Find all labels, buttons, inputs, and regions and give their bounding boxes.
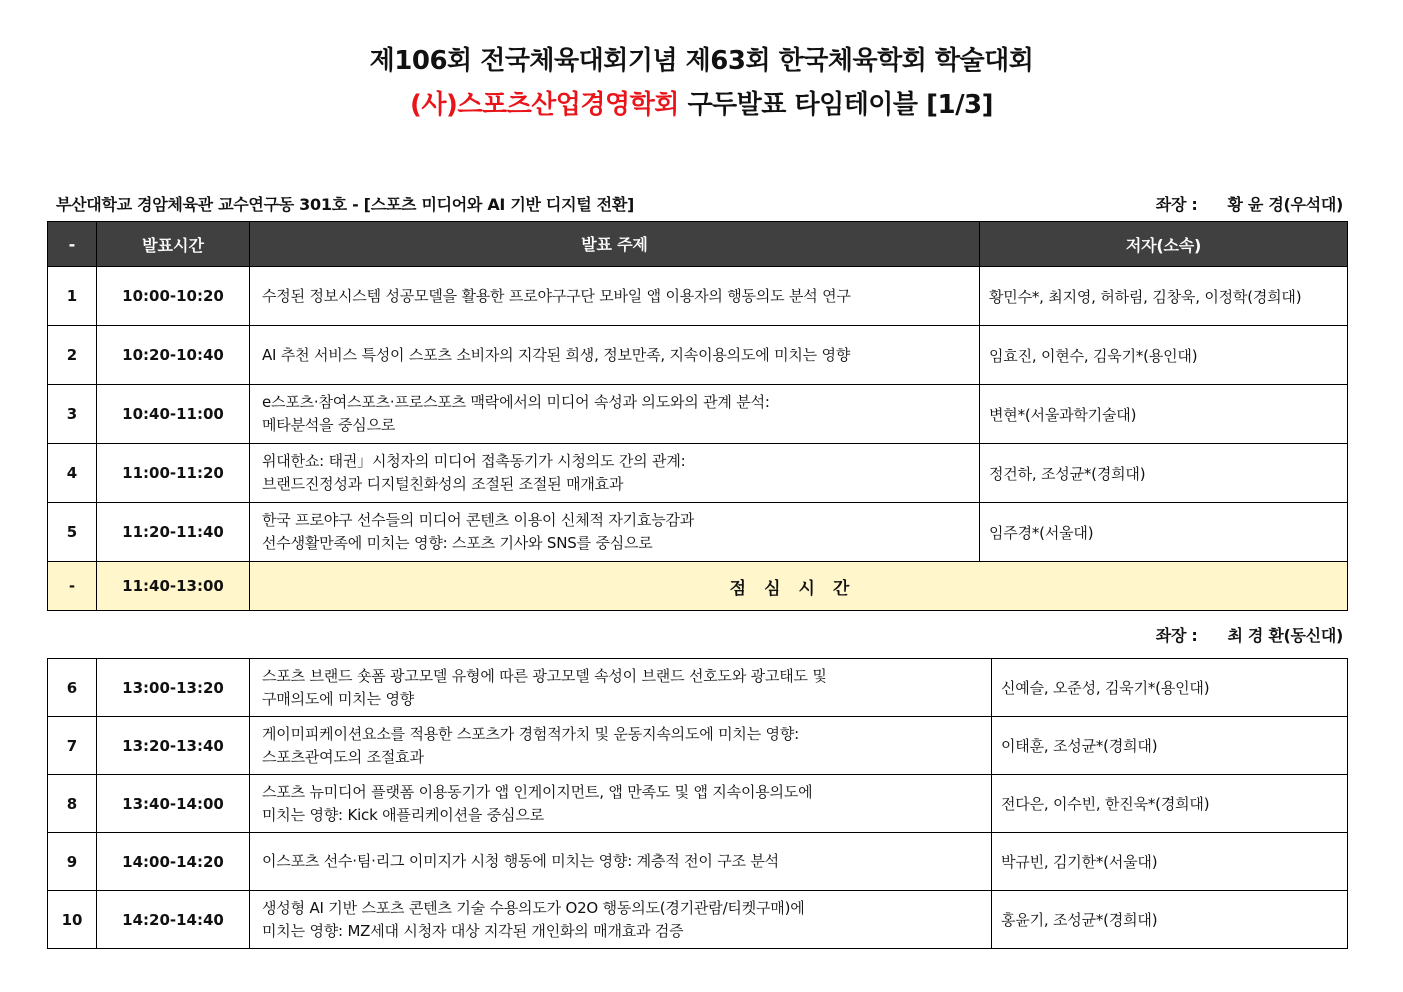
page-subtitle — [0, 84, 1403, 121]
row-no: 5 — [48, 503, 97, 562]
row-title — [250, 503, 980, 562]
row-time: 13:00-13:20 — [97, 659, 250, 717]
organization-name: (사)스포츠산업경영학회 — [409, 90, 679, 120]
row-title — [250, 385, 980, 444]
row-title — [250, 717, 992, 775]
row-title-line: 미치는 영향: MZ세대 시청자 대상 지각된 개인화의 매개효과 검증 — [262, 921, 684, 940]
session1-info-bar — [56, 192, 1343, 216]
row-no: 6 — [48, 659, 97, 717]
row-title-line: 한국 프로야구 선수들의 미디어 콘텐츠 이용이 신체적 자기효능감과 — [262, 511, 695, 529]
table-row — [48, 326, 1348, 385]
row-time: 10:00-10:20 — [97, 267, 250, 326]
row-author: 전다은, 이수빈, 한진욱*(경희대) — [992, 775, 1348, 833]
row-title — [250, 775, 992, 833]
row-title-line: e스포츠·참여스포츠·프로스포츠 맥락에서의 미디어 속성과 의도와의 관계 분석: — [262, 393, 770, 411]
session-chair — [1156, 192, 1343, 215]
table-row — [48, 891, 1348, 949]
row-title-line: 브랜드진정성과 디지털친화성의 조절된 조절된 매개효과 — [262, 475, 624, 493]
table-row — [48, 659, 1348, 717]
row-title — [250, 891, 992, 949]
row-no: 7 — [48, 717, 97, 775]
session-chair — [1156, 623, 1343, 646]
chair-label: 좌장 : — [1155, 195, 1198, 214]
session2-info-bar — [56, 623, 1343, 647]
row-author: 정건하, 조성균*(경희대) — [980, 444, 1348, 503]
lunch-row — [48, 562, 1348, 611]
row-title — [250, 659, 992, 717]
row-title-line: 선수생활만족에 미치는 영향: 스포츠 기사와 SNS를 중심으로 — [262, 534, 653, 552]
row-title-line: 위대한쇼: 태권」시청자의 미디어 접촉동기가 시청의도 간의 관계: — [262, 452, 686, 470]
row-author: 홍윤기, 조성균*(경희대) — [992, 891, 1348, 949]
row-author: 임효진, 이현수, 김욱기*(용인대) — [980, 326, 1348, 385]
table-row — [48, 385, 1348, 444]
header-no: - — [48, 222, 97, 267]
table-row — [48, 775, 1348, 833]
table-header-row — [48, 222, 1348, 267]
lunch-label: 점심시간 — [250, 562, 1348, 611]
table-row — [48, 267, 1348, 326]
row-no: 2 — [48, 326, 97, 385]
row-title-line: 생성형 AI 기반 스포츠 콘텐츠 기술 수용의도가 O2O 행동의도(경기관람/티켓구매)에 — [262, 898, 805, 917]
row-time: 14:00-14:20 — [97, 833, 250, 891]
subtitle-text: 구두발표 타임테이블 [1/3] — [678, 90, 994, 120]
row-title-line: AI 추천 서비스 특성이 스포츠 소비자의 지각된 희생, 정보만족, 지속이용의도에 미치는 영향 — [262, 345, 851, 364]
chair-name: 황 윤 경(우석대) — [1227, 195, 1343, 214]
header-time: 발표시간 — [97, 222, 250, 267]
table-row — [48, 717, 1348, 775]
row-title-line: 스포츠 뉴미디어 플랫폼 이용동기가 앱 인게이지먼트, 앱 만족도 및 앱 지속이용의도에 — [262, 782, 813, 801]
chair-name: 최 경 환(동신대) — [1227, 626, 1343, 645]
header-author: 저자(소속) — [980, 222, 1348, 267]
row-author: 임주경*(서울대) — [980, 503, 1348, 562]
row-time: 11:00-11:20 — [97, 444, 250, 503]
row-time: 14:20-14:40 — [97, 891, 250, 949]
row-author: 박규빈, 김기한*(서울대) — [992, 833, 1348, 891]
page-title: 제106회 전국체육대회기념 제63회 한국체육학회 학술대회 — [369, 46, 1034, 76]
row-title-line: 미치는 영향: Kick 애플리케이션을 중심으로 — [262, 805, 544, 824]
row-title-line: 메타분석을 중심으로 — [262, 416, 396, 434]
row-author: 이태훈, 조성균*(경희대) — [992, 717, 1348, 775]
session-venue: 부산대학교 경암체육관 교수연구동 301호 - [스포츠 미디어와 AI 기반 디지털 전환] — [56, 195, 634, 214]
row-time: 13:40-14:00 — [97, 775, 250, 833]
lunch-time: 11:40-13:00 — [97, 562, 250, 611]
row-author: 황민수*, 최지영, 허하림, 김창욱, 이정학(경희대) — [980, 267, 1348, 326]
header-title: 발표 주제 — [250, 222, 980, 267]
row-no: 10 — [48, 891, 97, 949]
row-author: 신예슬, 오준성, 김욱기*(용인대) — [992, 659, 1348, 717]
row-time: 10:40-11:00 — [97, 385, 250, 444]
row-title-line: 게이미피케이션요소를 적용한 스포츠가 경험적가치 및 운동지속의도에 미치는 영향: — [262, 724, 799, 743]
row-no: 3 — [48, 385, 97, 444]
row-no: 9 — [48, 833, 97, 891]
row-time: 11:20-11:40 — [97, 503, 250, 562]
table-row — [48, 444, 1348, 503]
row-time: 13:20-13:40 — [97, 717, 250, 775]
chair-label: 좌장 : — [1155, 626, 1198, 645]
row-author: 변현*(서울과학기술대) — [980, 385, 1348, 444]
row-title-line: 수정된 정보시스템 성공모델을 활용한 프로야구구단 모바일 앱 이용자의 행동의도 분석 연구 — [262, 286, 851, 305]
timetable-part1 — [47, 221, 1348, 611]
row-no: 4 — [48, 444, 97, 503]
lunch-no: - — [48, 562, 97, 611]
row-no: 1 — [48, 267, 97, 326]
row-no: 8 — [48, 775, 97, 833]
row-title — [250, 267, 980, 326]
row-title-line: 스포츠관여도의 조절효과 — [262, 747, 424, 766]
table-row — [48, 503, 1348, 562]
table-row — [48, 833, 1348, 891]
row-title — [250, 444, 980, 503]
row-title-line: 스포츠 브랜드 숏폼 광고모델 유형에 따른 광고모델 속성이 브랜드 선호도와 광고태도 및 — [262, 666, 827, 685]
row-time: 10:20-10:40 — [97, 326, 250, 385]
timetable-part2 — [47, 658, 1348, 949]
row-title-line: 이스포츠 선수·팀·리그 이미지가 시청 행동에 미치는 영향: 계층적 전이 구조 분석 — [262, 852, 779, 870]
row-title — [250, 326, 980, 385]
row-title — [250, 833, 992, 891]
row-title-line: 구매의도에 미치는 영향 — [262, 689, 415, 708]
